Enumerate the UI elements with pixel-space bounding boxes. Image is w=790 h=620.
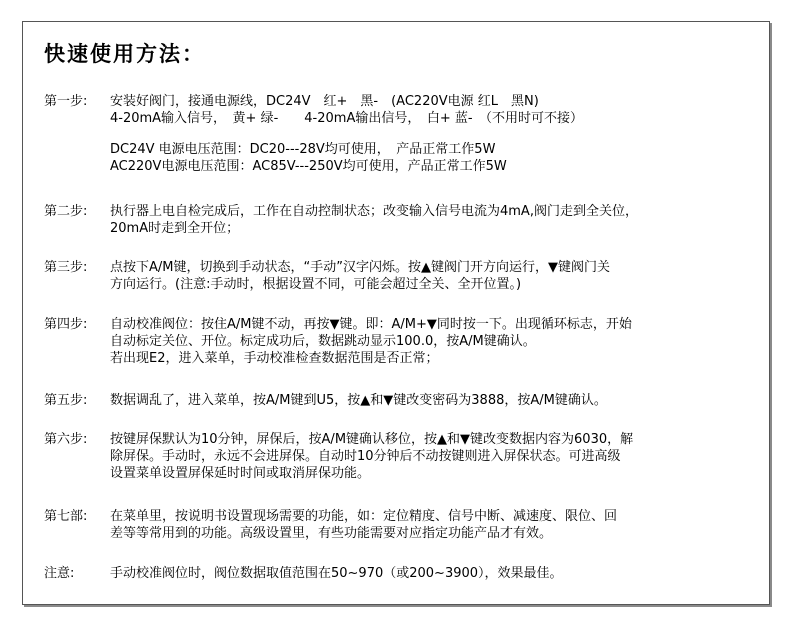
note-body [110, 565, 770, 582]
note-label: 注意: [44, 566, 75, 581]
step-label: 第三步: [44, 260, 88, 275]
step-line: 设置菜单设置屏保延时时间或取消屏保功能。 [110, 466, 371, 481]
step-line: 数据调乱了，进入菜单，按A/M键到U5，按▲和▼键改变密码为3888，按A/M键确认。 [110, 393, 607, 408]
step-line: 自动标定关位、开位。标定成功后，数据跳动显示100.0，按A/M键确认。 [110, 334, 536, 349]
step-body [110, 392, 770, 409]
step-line: 若出现E2，进入菜单，手动校准检查数据范围是否正常； [110, 351, 439, 366]
step-line: 除屏保。手动时，永远不会进屏保。自动时10分钟后不动按键则进入屏保状态。可进高级 [110, 449, 621, 464]
step-label: 第六步: [44, 432, 88, 447]
step-line: 执行器上电自检完成后，工作在自动控制状态；改变输入信号电流为4mA,阀门走到全关位， [110, 204, 638, 219]
step-line: 4-20mA输入信号， 黄+ 绿- 4-20mA输出信号， 白+ 蓝- （不用时可不接） [110, 111, 584, 126]
step-line: 20mA时走到全开位； [110, 221, 240, 236]
step-line: 安装好阀门，接通电源线，DC24V 红+ 黑- (AC220V电源 红L 黑N) [110, 94, 539, 109]
note-line: 手动校准阀位时，阀位数据取值范围在50~970（或200~3900），效果最佳。 [110, 566, 563, 581]
page-title: 快速使用方法： [44, 42, 205, 66]
step-line: 差等等常用到的功能。高级设置里，有些功能需要对应指定功能产品才有效。 [110, 526, 553, 541]
step-body [110, 93, 770, 175]
step-line: 方向运行。(注意:手动时，根据设置不同，可能会超过全关、全开位置。) [110, 277, 522, 292]
step-body [110, 259, 770, 293]
step-label: 第一步: [44, 94, 88, 109]
step-body [110, 508, 770, 542]
step-label: 第五步: [44, 393, 88, 408]
step-label: 第四步: [44, 317, 88, 332]
step-body [110, 431, 770, 482]
step-body [110, 316, 770, 367]
step-line: DC24V 电源电压范围：DC20---28V均可使用， 产品正常工作5W [110, 142, 496, 157]
step-line: 点按下A/M键，切换到手动状态，“手动”汉字闪烁。按▲键阀门开方向运行，▼键阀门关 [110, 260, 610, 275]
step-line: 按键屏保默认为10分钟，屏保后，按A/M键确认移位，按▲和▼键改变数据内容为6030，解 [110, 432, 634, 447]
step-line: 在菜单里，按说明书设置现场需要的功能，如：定位精度、信号中断、减速度、限位、回 [110, 509, 618, 524]
step-label: 第二步: [44, 204, 88, 219]
step-body [110, 203, 770, 237]
step-label: 第七部: [44, 509, 88, 524]
step-line: 自动校准阀位：按住A/M键不动，再按▼键。即：A/M+▼同时按一下。出现循环标志，开始 [110, 317, 632, 332]
step-line: AC220V电源电压范围：AC85V---250V均可使用，产品正常工作5W [110, 159, 507, 174]
